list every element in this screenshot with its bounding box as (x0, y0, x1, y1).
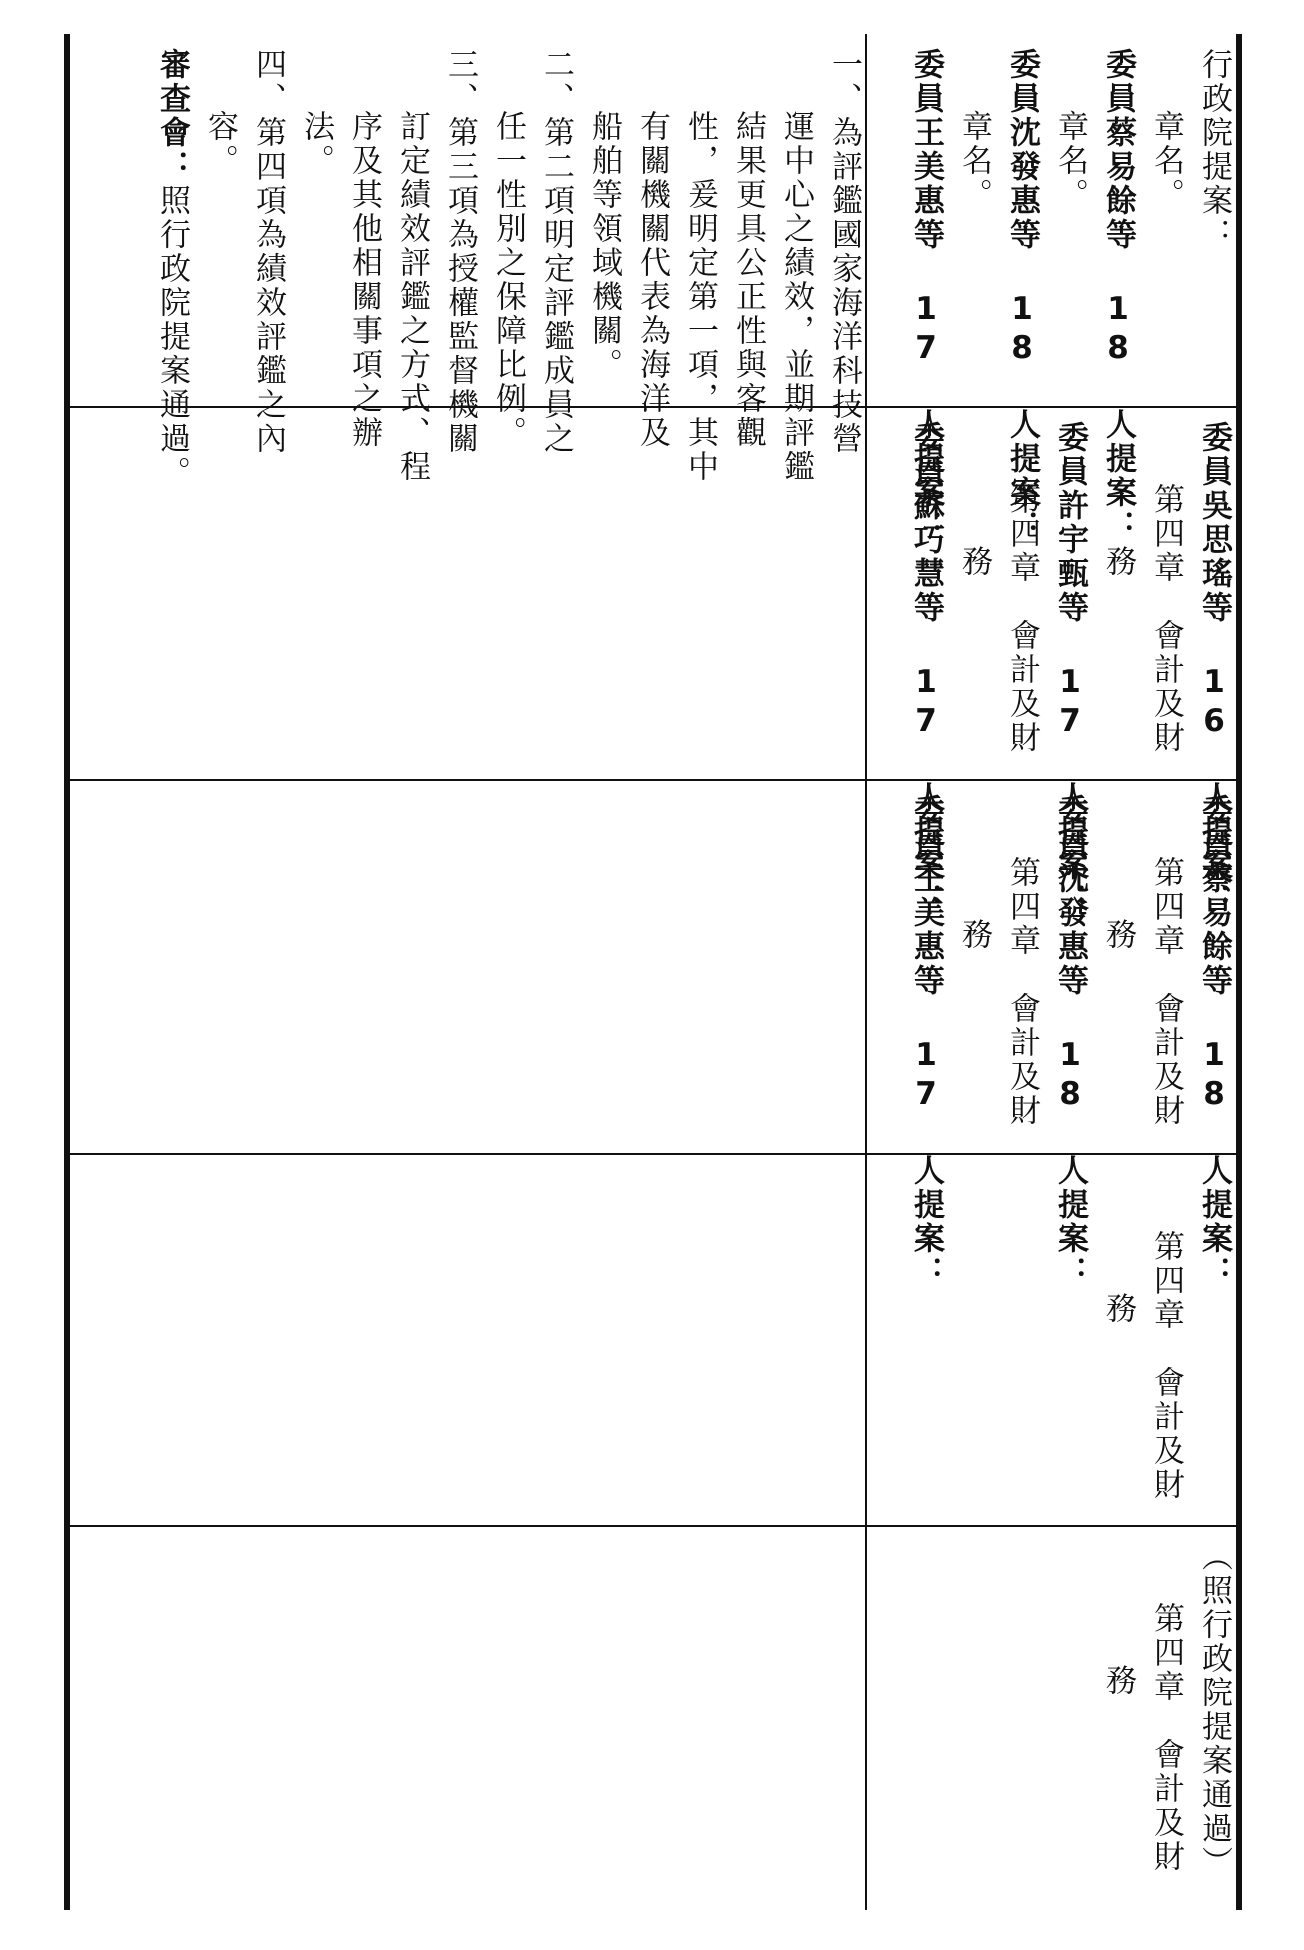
text-column: 第四章 會計及財 (1004, 483, 1040, 755)
text-column: 一、為評鑑國家海洋科技營 (826, 48, 862, 456)
text-column: 務 (956, 918, 992, 952)
text-column: 四、第四項為績效評鑑之內 (250, 48, 286, 456)
text-column: 第四章 會計及財 (1148, 856, 1184, 1128)
row4-proposals-cell (868, 1168, 1238, 1502)
row1-explanation-cell (68, 48, 868, 490)
review-label: 審查會： (154, 48, 190, 184)
text-column: 委員沈發惠等 18 人提案： (1004, 48, 1040, 544)
text-column: 務 (1100, 1664, 1136, 1698)
text-column: 法。 (298, 110, 334, 178)
text-column: 二、第二項明定評鑑成員之 (538, 48, 574, 456)
text-column: 委員王美惠等 17 人提案： (908, 48, 944, 544)
text-column: 委員沈發惠等 18 人提案： (1052, 794, 1088, 1290)
text-column: 委員吳思瑤等 16 人提案： (1196, 421, 1232, 917)
text-column: 委員王美惠等 17 人提案： (908, 794, 944, 1290)
text-column: 務 (1100, 545, 1136, 579)
row2-proposals-cell (868, 421, 1238, 917)
row-divider-4 (64, 1525, 1242, 1527)
text-column: 第四章 會計及財 (1004, 856, 1040, 1128)
text-column: 結果更具公正性與客觀 (730, 110, 766, 450)
review-text: 照行政院提案通過。 (154, 184, 190, 490)
text-column: 務 (1100, 918, 1136, 952)
row5-proposals-cell (868, 1540, 1238, 1900)
text-column: 委員蘇巧慧等 17 人提案： (908, 421, 944, 917)
text-column: 第四章 會計及財 (1148, 1230, 1184, 1502)
text-column: 任一性別之保障比例。 (490, 110, 526, 450)
text-column: 序及其他相關事項之辦 (346, 110, 382, 450)
text-column: 性，爰明定第一項，其中 (682, 110, 718, 484)
text-column: 三、第三項為授權監督機關 (442, 48, 478, 456)
text-column: 委員許宇甄等 17 人提案： (1052, 421, 1088, 917)
text-column: 務 (956, 545, 992, 579)
text-column: 運中心之績效，並期評鑑 (778, 110, 814, 484)
review-column (148, 48, 196, 490)
text-column: 委員蔡易餘等 18 人提案： (1100, 48, 1136, 544)
text-column: 委員蔡易餘等 18 人提案： (1196, 794, 1232, 1290)
text-column: 章名。 (1148, 110, 1184, 212)
text-column: 務 (1100, 1292, 1136, 1326)
row1-proposals-cell (868, 48, 1238, 544)
text-column: 容。 (202, 110, 238, 178)
text-column: 第四章 會計及財 (1148, 483, 1184, 755)
text-column: 第四章 會計及財 (1148, 1602, 1184, 1874)
text-column: 有關機關代表為海洋及 (634, 110, 670, 450)
text-column: 行政院提案： (1196, 48, 1232, 252)
row3-proposals-cell (868, 794, 1238, 1290)
text-column: 船舶等領域機關。 (586, 110, 622, 382)
text-column: （照行政院提案通過） (1196, 1540, 1232, 1880)
text-column: 章名。 (956, 110, 992, 212)
text-column: 訂定績效評鑑之方式、程 (394, 110, 430, 484)
text-column: 章名。 (1052, 110, 1088, 212)
